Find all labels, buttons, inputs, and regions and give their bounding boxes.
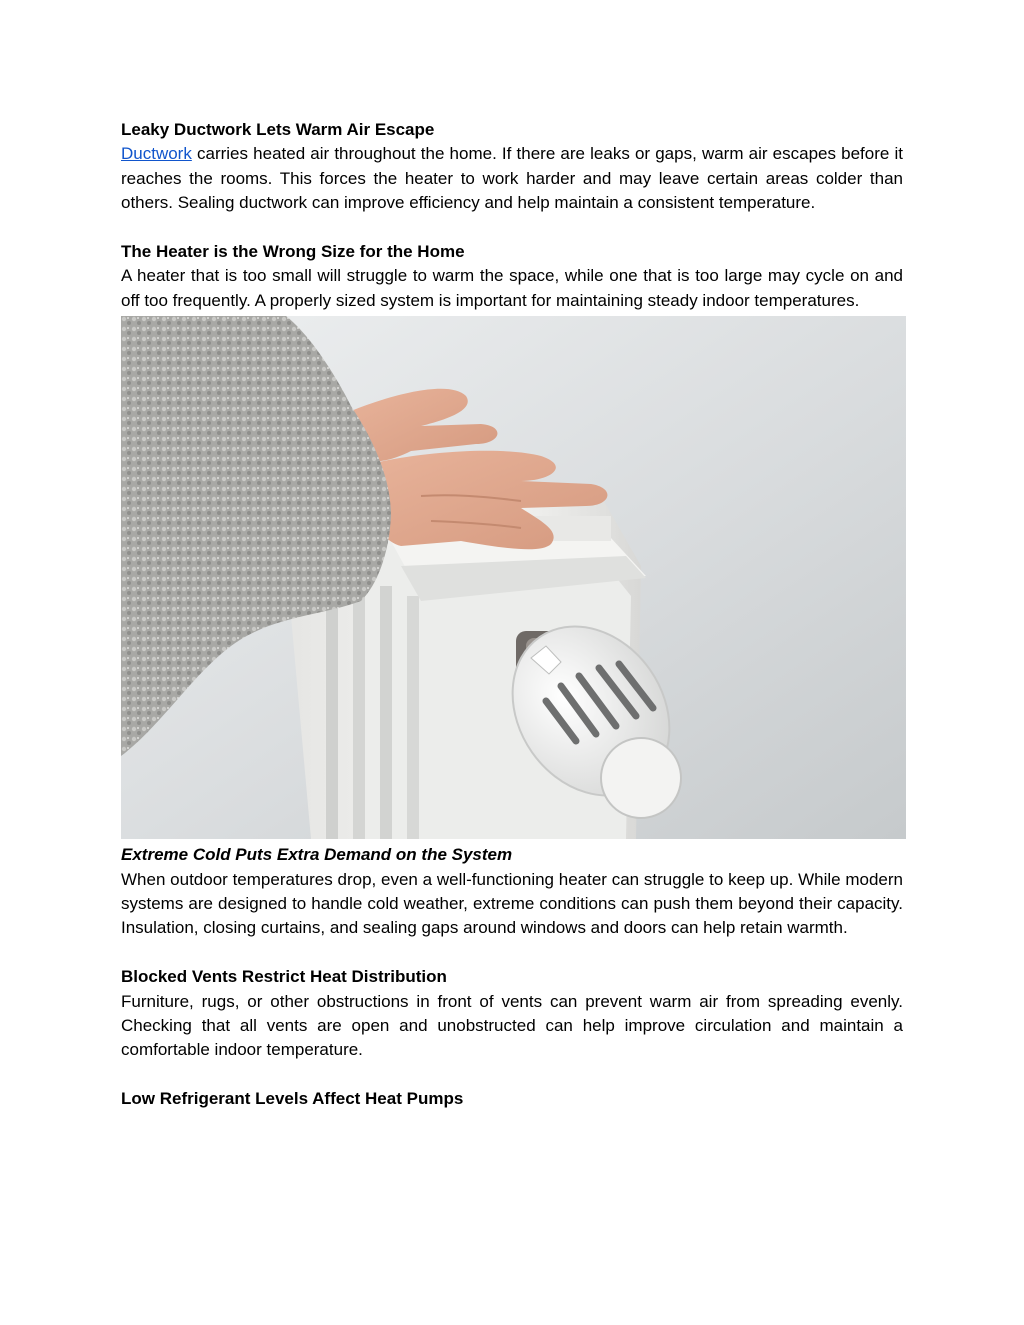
document-page	[121, 118, 903, 1112]
radiator-photo	[121, 316, 906, 839]
heading-leaky-ductwork: Leaky Ductwork Lets Warm Air Escape	[121, 120, 435, 139]
heading-extreme-cold: Extreme Cold Puts Extra Demand on the System	[121, 845, 513, 865]
heading-blocked-vents: Blocked Vents Restrict Heat Distribution	[121, 967, 447, 987]
paragraph-leaky-ductwork-text: carries heated air throughout the home. If there are leaks or gaps, warm air escapes before it reaches the rooms. This forces the heater to work harder and may leave certain areas colder than others. Sealing ductwork can improve efficiency and help maintain a consistent temperature.	[121, 144, 903, 213]
paragraph-extreme-cold: When outdoor temperatures drop, even a well-functioning heater can struggle to keep up. While modern systems are designed to handle cold weather, extreme conditions can push them beyond their capacity. Insulation, closing curtains, and sealing gaps around windows and doors can help retain warmth.	[121, 869, 903, 938]
ductwork-link[interactable]: Ductwork	[121, 144, 192, 164]
paragraph-leaky-ductwork	[121, 142, 903, 215]
paragraph-blocked-vents: Furniture, rugs, or other obstructions in front of vents can prevent warm air from spreading evenly. Checking that all vents are open and unobstructed can help improve circulation and maintain a comfortable indoor temperature.	[121, 991, 903, 1060]
heading-wrong-size: The Heater is the Wrong Size for the Home	[121, 242, 465, 262]
heading-low-refrigerant: Low Refrigerant Levels Affect Heat Pumps	[121, 1089, 464, 1109]
paragraph-wrong-size: A heater that is too small will struggle to warm the space, while one that is too large may cycle on and off too frequently. A properly sized system is important for maintaining steady indoor temperatures.	[121, 266, 903, 310]
